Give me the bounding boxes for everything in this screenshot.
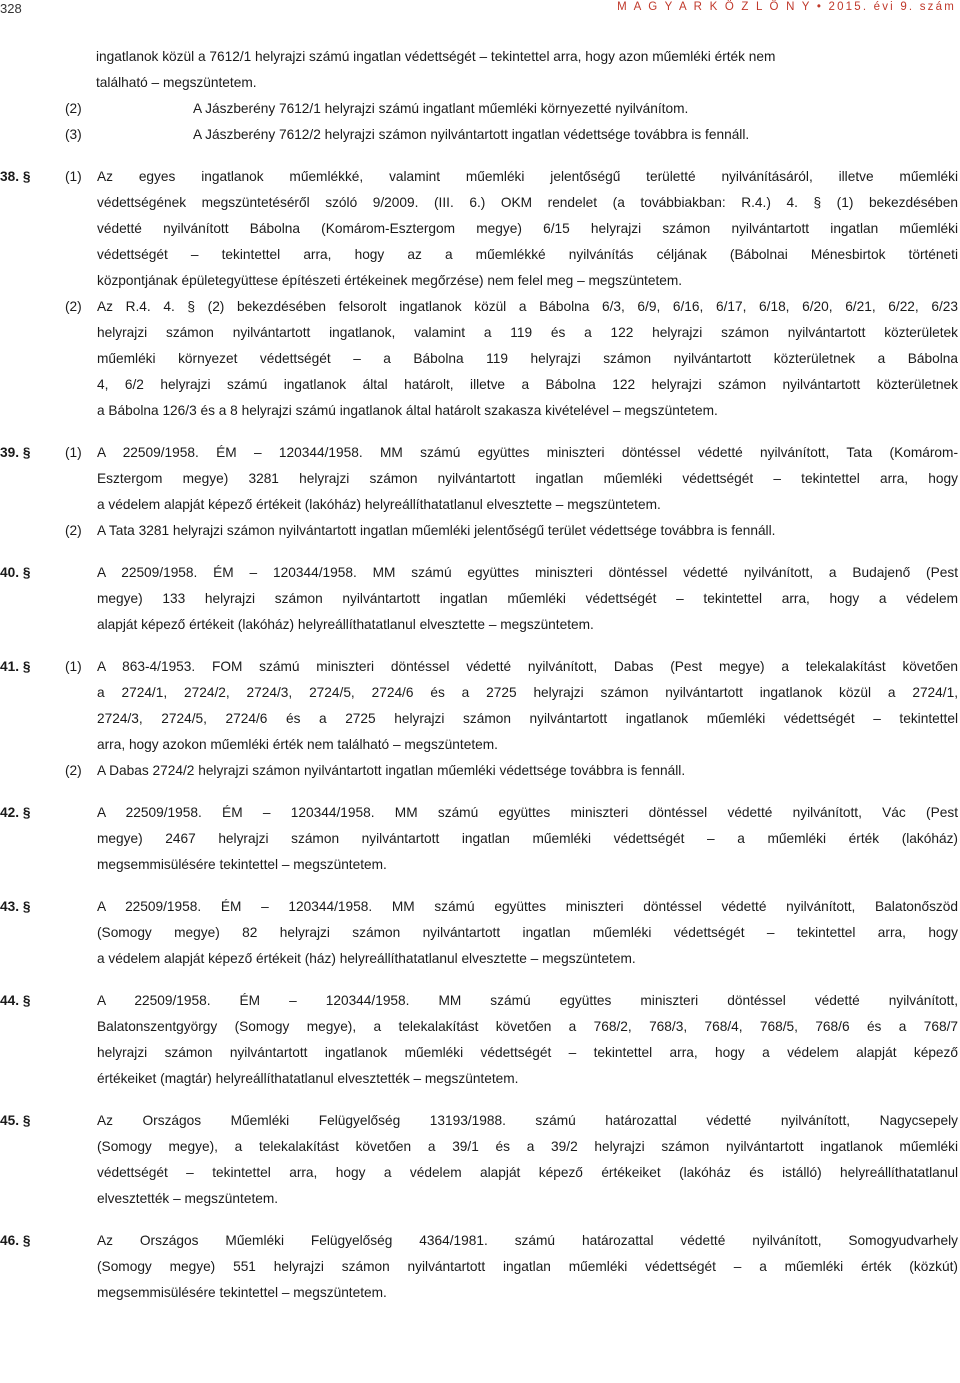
paragraph-number-spacer	[65, 560, 97, 638]
paragraph-text	[97, 440, 958, 518]
text-line: A 22509/1958. ÉM – 120344/1958. MM számú együttes miniszteri döntéssel védetté nyilvánított, a Budajenő (Pest	[97, 565, 958, 580]
text-line: a 2724/1, 2724/2, 2724/3, 2724/5, 2724/6 és a 2725 helyrajzi számon nyilvántartott ingatlanok közül a 2724/1,	[97, 685, 958, 700]
text-line: helyrajzi számon nyilvántartott ingatlanok, valamint a 119 és a 122 helyrajzi számon nyilvántartott közterületek	[97, 325, 958, 340]
paragraph-number-spacer	[65, 800, 97, 878]
paragraph-text	[97, 988, 958, 1092]
text-line: A 22509/1958. ÉM – 120344/1958. MM számú együttes miniszteri döntéssel védetté nyilvánított, Tata (Komárom-	[97, 445, 958, 460]
paragraph	[0, 518, 958, 544]
article-section	[0, 1228, 958, 1306]
text-line: A 863-4/1953. FOM számú miniszteri döntéssel védetté nyilvánított, Dabas (Pest megye) a telekalakítást követően	[97, 659, 958, 674]
article-number: 46. §	[0, 1233, 31, 1248]
paragraph-number-spacer	[65, 1108, 97, 1212]
paragraph-number: (1)	[65, 445, 82, 460]
article-number: 44. §	[0, 993, 31, 1008]
paragraph-number-spacer	[65, 894, 97, 972]
text-line: helyrajzi számon nyilvántartott ingatlanok műemléki védettségét – tekintettel arra, hogy a védelem alapját képező	[97, 1045, 958, 1060]
article-section	[0, 560, 958, 638]
article-number-spacer	[0, 294, 65, 424]
article-section	[0, 988, 958, 1092]
text-line: arra, hogy azokon műemléki érték nem található – megszüntetem.	[97, 737, 498, 752]
paragraph	[0, 96, 958, 122]
paragraph-number-spacer	[65, 1228, 97, 1306]
text-line: értékeiket (magtár) helyreállíthatatlanul elvesztették – megszüntetem.	[97, 1071, 519, 1086]
text-line: (Somogy megye), a telekalakítást követően a 39/1 és a 39/2 helyrajzi számon nyilvántartott ingatlanok műemléki	[97, 1139, 958, 1154]
paragraph	[0, 894, 958, 972]
text-line: megsemmisülésére tekintettel – megszüntetem.	[97, 1285, 387, 1300]
page-number: 328	[0, 1, 22, 16]
text-line: Balatonszentgyörgy (Somogy megye), a telekalakítást követően a 768/2, 768/3, 768/4, 768/5, 768/6 és a 768/7	[97, 1019, 958, 1034]
paragraph-text	[97, 758, 958, 784]
paragraph-number: (3)	[65, 127, 82, 142]
paragraph-text	[97, 294, 958, 424]
text-line: megye) 133 helyrajzi számon nyilvántartott ingatlan műemléki védettségét – tekintettel arra, hogy a védelem	[97, 591, 958, 606]
article-number: 39. §	[0, 445, 31, 460]
text-line: Esztergom megye) 3281 helyrajzi számon nyilvántartott ingatlan műemléki védettségét – tekintettel arra, hogy	[97, 471, 958, 486]
intro-line: ingatlanok közül a 7612/1 helyrajzi számú ingatlan védettségét – tekintettel arra, hogy azon műemléki érték nem	[96, 49, 776, 64]
paragraph	[0, 164, 958, 294]
articles-list	[0, 164, 958, 1306]
article-number: 42. §	[0, 805, 31, 820]
paragraph-text	[97, 800, 958, 878]
article-section	[0, 1108, 958, 1212]
text-line: A 22509/1958. ÉM – 120344/1958. MM számú együttes miniszteri döntéssel védetté nyilvánított, Vác (Pest	[97, 805, 958, 820]
article-section	[0, 654, 958, 784]
paragraph-text	[97, 164, 958, 294]
intro-continuation	[0, 44, 958, 148]
paragraph	[0, 758, 958, 784]
article-number-spacer	[0, 758, 65, 784]
paragraph	[0, 440, 958, 518]
text-line: elvesztették – megszüntetem.	[97, 1191, 279, 1206]
article-number: 41. §	[0, 659, 31, 674]
document-body	[0, 44, 958, 1306]
text-line: a védelem alapját képező értékeit (ház) helyreállíthatatlanul elvesztette – megszüntetem.	[97, 951, 636, 966]
text-line: A Tata 3281 helyrajzi számon nyilvántartott ingatlan műemléki jelentőségű terület védettsége továbbra is fennáll.	[97, 523, 776, 538]
text-line: Az R.4. 4. § (2) bekezdésében felsorolt ingatlanok közül a Bábolna 6/3, 6/9, 6/16, 6/17, 6/18, 6/20, 6/21, 6/22, 6/23	[97, 299, 958, 314]
page-header	[0, 0, 960, 22]
publication-title: M A G Y A R K Ö Z L Ö N Y • 2015. évi 9. szám	[617, 1, 956, 13]
text-line: 2724/3, 2724/5, 2724/6 és a 2725 helyrajzi számon nyilvántartott ingatlanok műemléki védettségét – tekintettel	[97, 711, 958, 726]
text-line: műemléki környezet védettségét – a Bábolna 119 helyrajzi számon nyilvántartott közterületnek a Bábolna	[97, 351, 958, 366]
paragraph-text	[97, 1108, 958, 1212]
text-line: A 22509/1958. ÉM – 120344/1958. MM számú együttes miniszteri döntéssel védetté nyilvánított, Balatonőszöd	[97, 899, 958, 914]
paragraph	[0, 1108, 958, 1212]
article-section	[0, 164, 958, 424]
paragraph	[0, 654, 958, 758]
paragraph-number: (2)	[65, 299, 82, 314]
text-line: védetté nyilvánított Bábolna (Komárom-Esztergom megye) 6/15 helyrajzi számon nyilvántartott ingatlan műemléki	[97, 221, 958, 236]
text-line: A Dabas 2724/2 helyrajzi számon nyilvántartott ingatlan műemléki védettsége továbbra is fennáll.	[97, 763, 686, 778]
paragraph-number: (2)	[65, 763, 82, 778]
article-number: 45. §	[0, 1113, 31, 1128]
text-line: megye) 2467 helyrajzi számon nyilvántartott ingatlan műemléki védettségét – a műemléki érték (lakóház)	[97, 831, 958, 846]
paragraph	[0, 560, 958, 638]
intro-line: található – megszüntetem.	[96, 75, 257, 90]
paragraph-text	[97, 654, 958, 758]
text-line: alapját képező értékeit (lakóház) helyreállíthatatlanul elvesztette – megszüntetem.	[97, 617, 594, 632]
paragraph	[0, 1228, 958, 1306]
article-number: 38. §	[0, 169, 31, 184]
text-line: A 22509/1958. ÉM – 120344/1958. MM számú együttes miniszteri döntéssel védetté nyilvánított,	[97, 993, 958, 1008]
article-section	[0, 440, 958, 544]
article-section	[0, 894, 958, 972]
text-line: Az egyes ingatlanok műemlékké, valamint műemléki jelentőségű területté nyilvánításáról, illetve műemléki	[97, 169, 958, 184]
paragraph-text: A Jászberény 7612/2 helyrajzi számon nyilvántartott ingatlan védettsége továbbra is fennáll.	[193, 127, 750, 142]
text-line: védettségét – tekintettel arra, hogy az a műemlékké nyilvánítás céljának (Bábolnai Ménesbirtok történeti	[97, 247, 958, 262]
paragraph-text	[97, 560, 958, 638]
paragraph-text	[97, 1228, 958, 1306]
paragraph-text	[97, 894, 958, 972]
paragraph	[0, 800, 958, 878]
article-number-spacer	[0, 518, 65, 544]
text-line: Az Országos Műemléki Felügyelőség 4364/1981. számú határozattal védetté nyilvánított, Somogyudvarhely	[97, 1233, 958, 1248]
text-line: 4, 6/2 helyrajzi számú ingatlanok által határolt, illetve a Bábolna 122 helyrajzi számon nyilvántartott közterületnek	[97, 377, 958, 392]
article-section	[0, 800, 958, 878]
text-line: védettségét – tekintettel arra, hogy a védelem alapját képező értékeiket (lakóház és istálló) helyreállíthatatlanul	[97, 1165, 958, 1180]
text-line: Az Országos Műemléki Felügyelőség 13193/1988. számú határozattal védetté nyilvánított, Nagycsepely	[97, 1113, 958, 1128]
article-number: 40. §	[0, 565, 31, 580]
paragraph-number: (2)	[65, 101, 82, 116]
article-number: 43. §	[0, 899, 31, 914]
text-line: központjának épületegyüttese építészeti értékeinek megőrzése) nem felel meg – megszüntetem.	[97, 273, 683, 288]
paragraph-number: (2)	[65, 523, 82, 538]
text-line: (Somogy megye) 551 helyrajzi számon nyilvántartott ingatlan műemléki védettségét – a műemléki érték (közkút)	[97, 1259, 958, 1274]
paragraph-number: (1)	[65, 169, 82, 184]
paragraph	[0, 122, 958, 148]
paragraph-text: A Jászberény 7612/1 helyrajzi számú ingatlant műemléki környezetté nyilvánítom.	[193, 101, 689, 116]
text-line: megsemmisülésére tekintettel – megszüntetem.	[97, 857, 387, 872]
paragraph-number-spacer	[65, 988, 97, 1092]
paragraph-number: (1)	[65, 659, 82, 674]
text-line: (Somogy megye) 82 helyrajzi számon nyilvántartott ingatlan műemléki védettségét – tekintettel arra, hogy	[97, 925, 958, 940]
paragraph	[0, 294, 958, 424]
text-line: védettségének megszüntetéséről szóló 9/2009. (III. 6.) OKM rendelet (a továbbiakban: R.4.) 4. § (1) bekezdésében	[97, 195, 958, 210]
text-line: a Bábolna 126/3 és a 8 helyrajzi számú ingatlanok által határolt szakasza kivételével – megszüntetem.	[97, 403, 718, 418]
text-line: a védelem alapját képező értékeit (lakóház) helyreállíthatatlanul elvesztette – megszüntetem.	[97, 497, 661, 512]
paragraph	[0, 988, 958, 1092]
paragraph-text	[97, 518, 958, 544]
